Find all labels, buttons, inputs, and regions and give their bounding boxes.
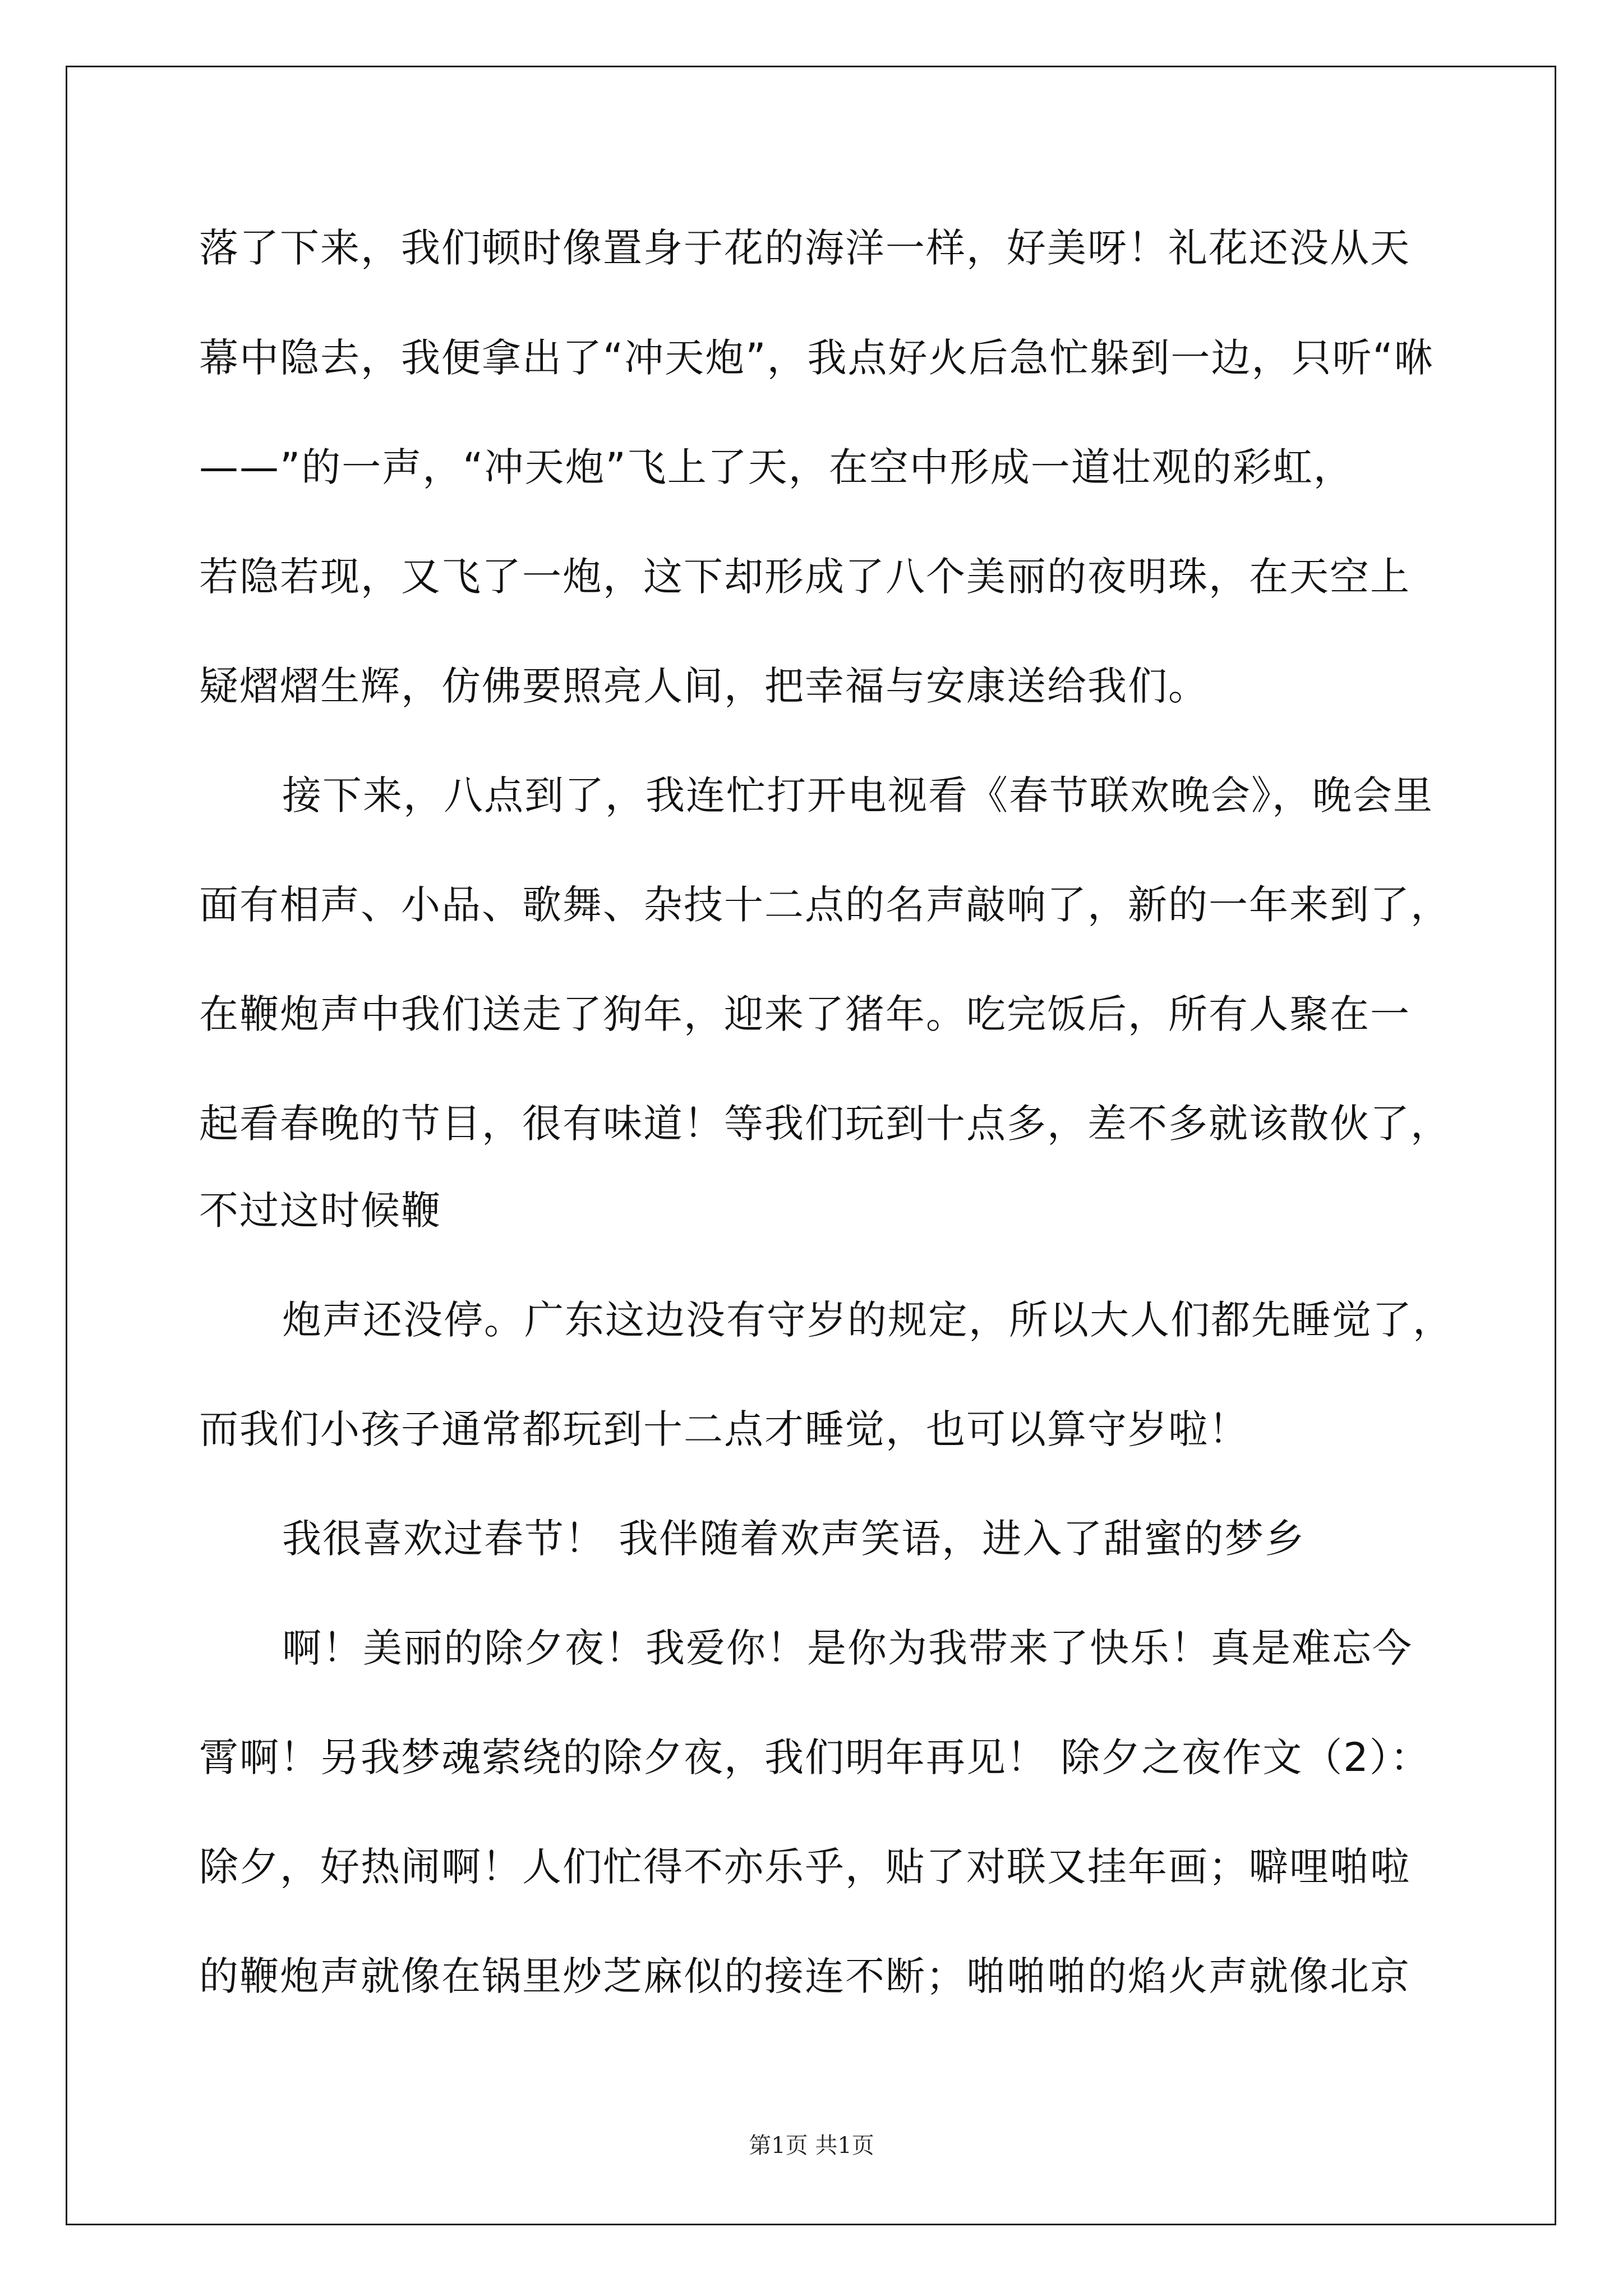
text-line-9: 起看春晚的节目，很有味道！等我们玩到十点多，差不多就该散伙了，: [199, 1101, 1451, 1147]
text-line-5: 疑熠熠生辉，仿佛要照亮人间，把幸福与安康送给我们。: [199, 663, 1209, 709]
text-line-15: 霄啊！另我梦魂萦绕的除夕夜，我们明年再见！ 除夕之夜作文（2）：: [199, 1734, 1431, 1780]
text-line-1: 落了下来，我们顿时像置身于花的海洋一样，好美呀！礼花还没从天: [199, 225, 1410, 271]
text-line-17: 的鞭炮声就像在锅里炒芝麻似的接连不断；啪啪啪的焰火声就像北京: [199, 1953, 1410, 1999]
text-line-3: ——”的一声，“冲天炮”飞上了天，在空中形成一道壮观的彩虹，: [199, 444, 1354, 490]
text-line-4: 若隐若现，又飞了一炮，这下却形成了八个美丽的夜明珠，在天空上: [199, 554, 1410, 600]
page-footer: 第1页 共1页: [749, 2133, 874, 2159]
text-line-10: 不过这时候鞭: [199, 1188, 441, 1234]
text-line-12: 而我们小孩子通常都玩到十二点才睡觉，也可以算守岁啦！: [199, 1406, 1249, 1452]
text-line-7: 面有相声、小品、歌舞、杂技十二点的名声敲响了，新的一年来到了，: [199, 882, 1451, 928]
text-line-11: 炮声还没停。广东这边没有守岁的规定，所以大人们都先睡觉了，: [282, 1297, 1453, 1343]
text-line-6: 接下来，八点到了，我连忙打开电视看《春节联欢晚会》，晚会里: [282, 772, 1433, 818]
text-line-13: 我很喜欢过春节！ 我伴随着欢声笑语，进入了甜蜜的梦乡: [282, 1516, 1306, 1562]
text-line-2: 幕中隐去，我便拿出了“冲天炮”，我点好火后急忙躲到一边，只听“咻: [199, 335, 1435, 381]
text-line-8: 在鞭炮声中我们送走了狗年，迎来了猪年。吃完饭后，所有人聚在一: [199, 991, 1410, 1037]
text-line-14: 啊！美丽的除夕夜！我爱你！是你为我带来了快乐！真是难忘今: [282, 1625, 1413, 1671]
text-line-16: 除夕，好热闹啊！人们忙得不亦乐乎，贴了对联又挂年画；噼哩啪啦: [199, 1844, 1410, 1890]
